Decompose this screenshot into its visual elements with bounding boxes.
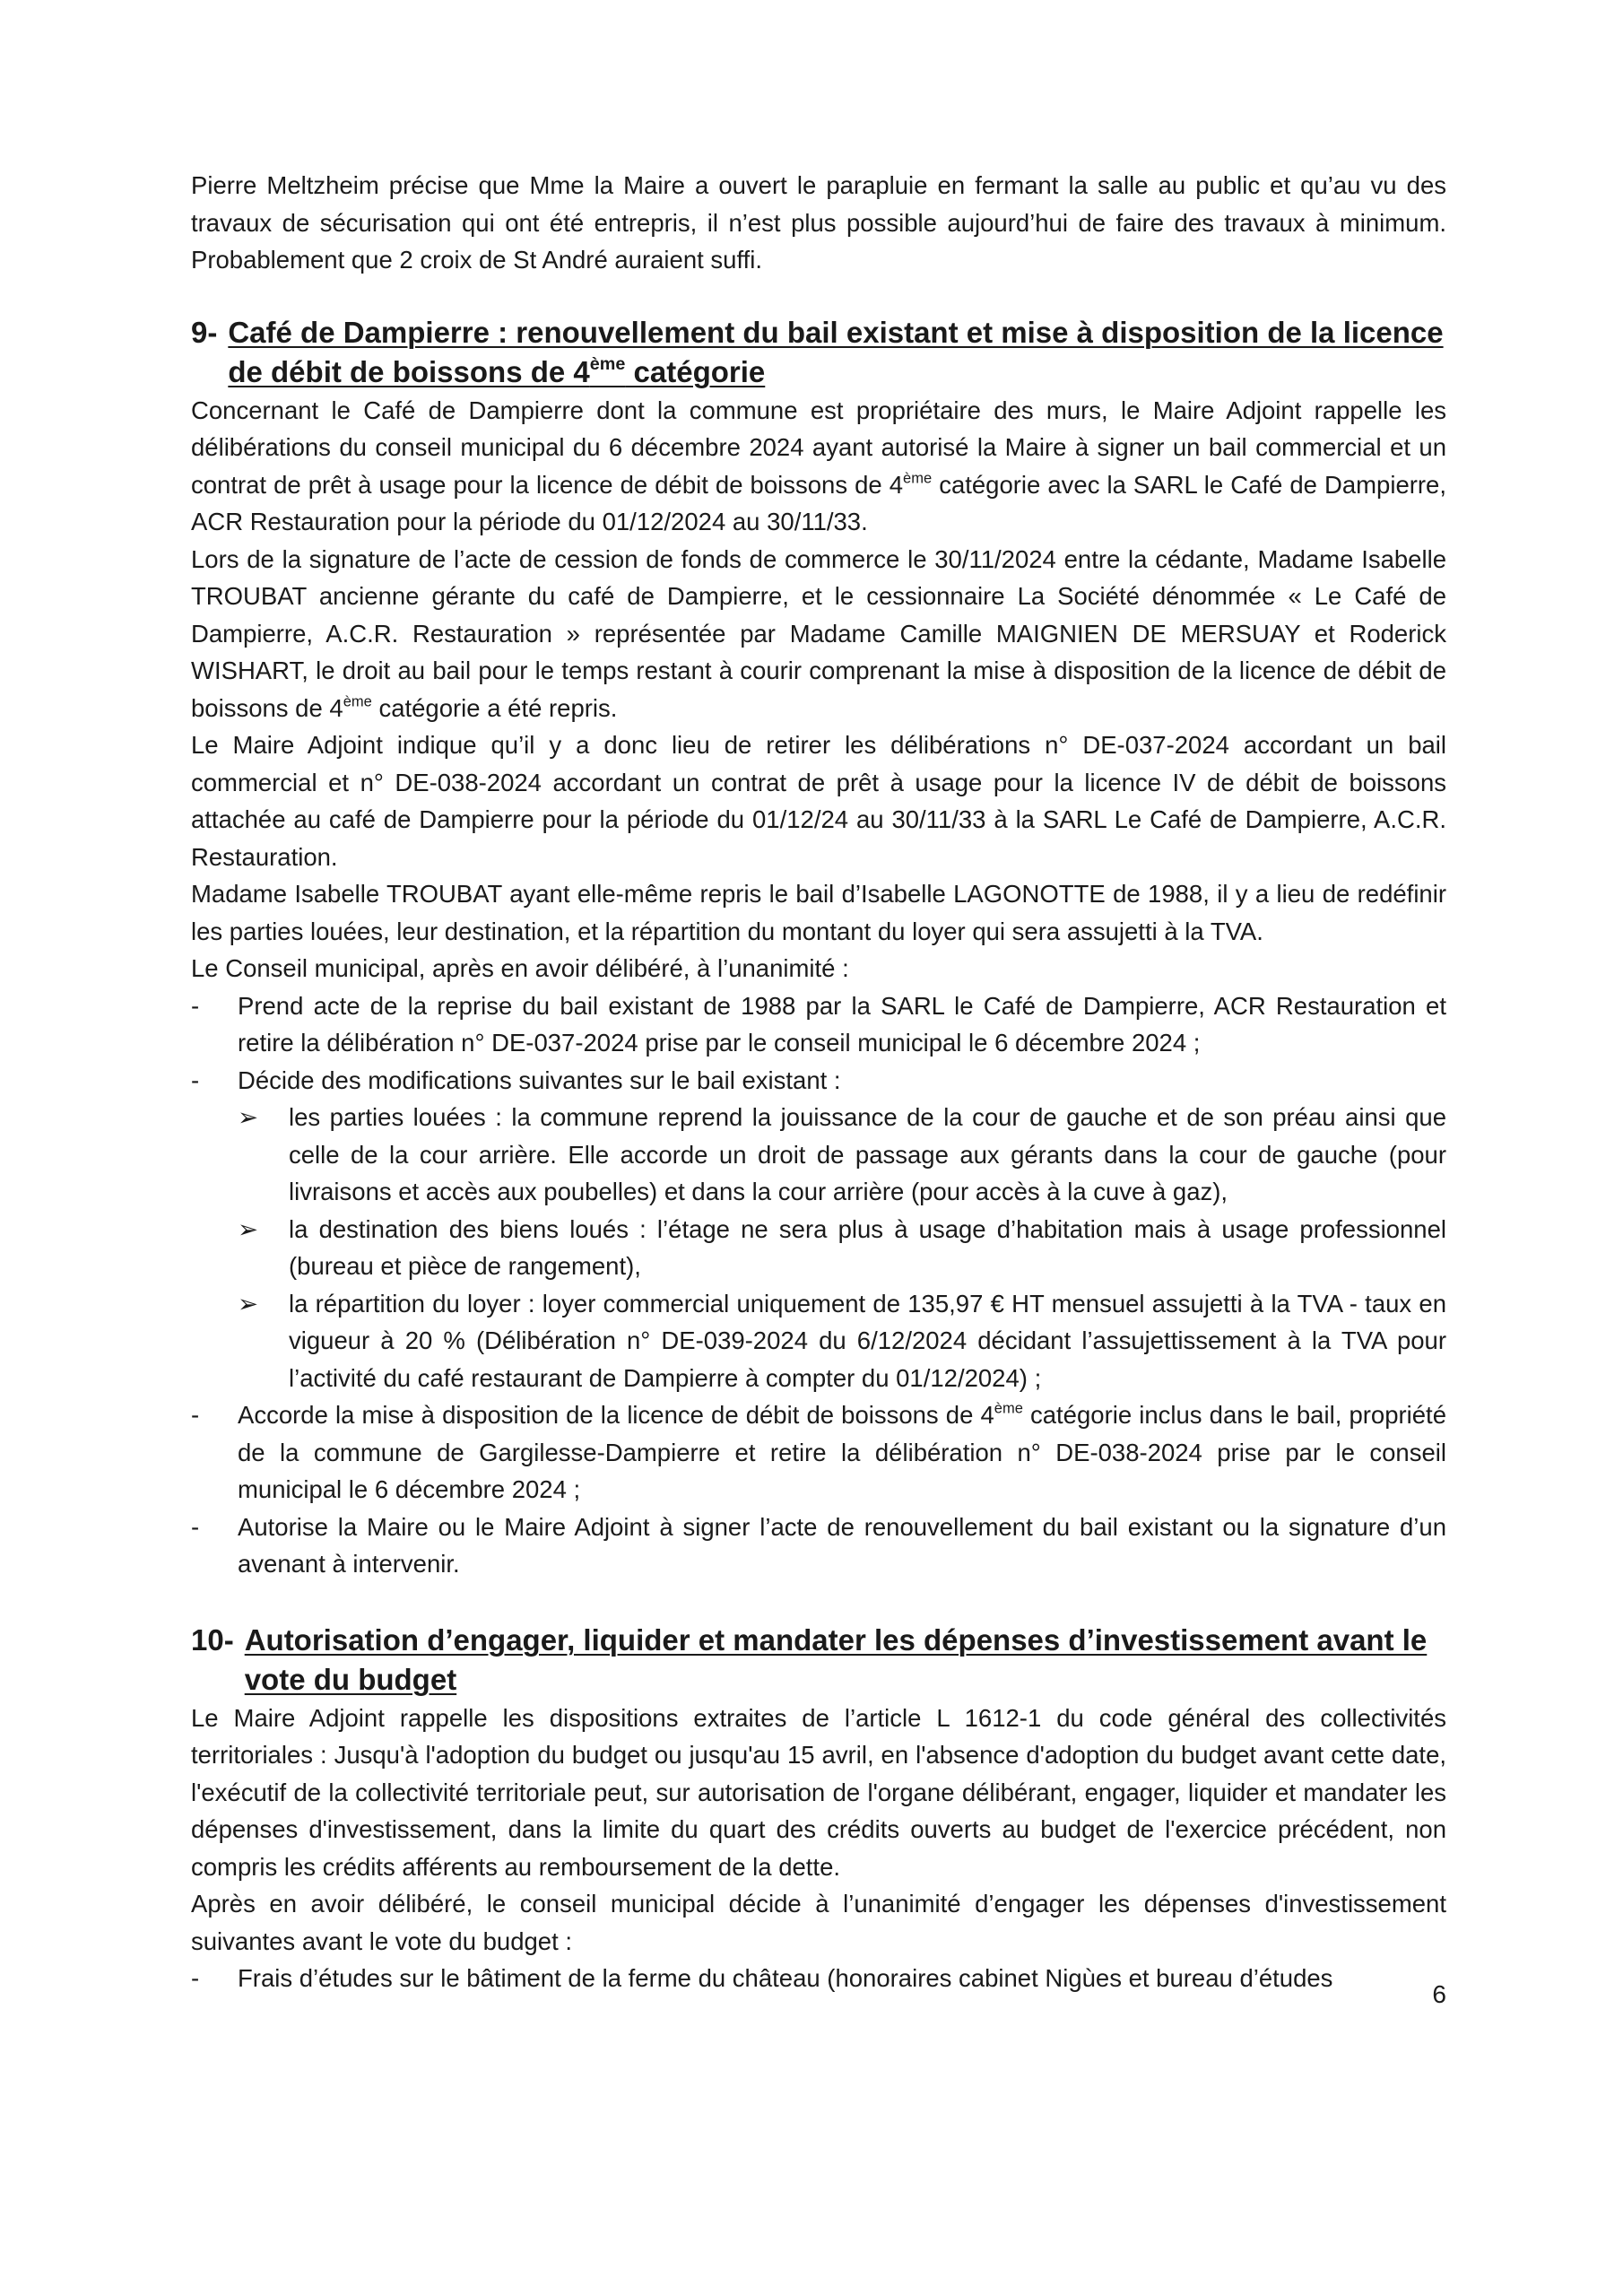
sub-list-item: ➢ les parties louées : la commune reprend la jouissance de la cour de gauche et de son préau ainsi que celle de la cour arrière. Elle accorde un droit de passage aux gérants dans la cour de gauche (pour livraisons et accès aux poubelles) et dans la cour arrière (pour accès à la cuve à gaz), [191, 1099, 1446, 1211]
sub-list-item: ➢ la répartition du loyer : loyer commercial uniquement de 135,97 € HT mensuel assujetti à la TVA - taux en vigueur à 20 % (Délibération n° DE-039-2024 du 6/12/2024 décidant l’assujettissement à la TVA pour l’activité du café restaurant de Dampierre à compter du 01/12/2024) ; [191, 1285, 1446, 1397]
section-10-heading [191, 1621, 1446, 1700]
arrow-bullet-icon: ➢ [238, 1214, 259, 1243]
dash-bullet: - [191, 1512, 200, 1541]
dash-bullet: - [191, 1401, 200, 1429]
list-item: - Prend acte de la reprise du bail existant de 1988 par la SARL le Café de Dampierre, ACR Restauration et retire la délibération n° DE-037-2024 prise par le conseil municipal le 6 décembre 2024 ; [191, 987, 1446, 1062]
section-number: 9- [191, 315, 218, 349]
paragraph: Madame Isabelle TROUBAT ayant elle-même repris le bail d’Isabelle LAGONOTTE de 1988, il y a lieu de redéfinir les parties louées, leur destination, et la répartition du montant du loyer qui sera assujetti à la TVA. [191, 880, 1446, 945]
list-item: - Frais d’études sur le bâtiment de la ferme du château (honoraires cabinet Nigùes et bureau d’études [191, 1960, 1446, 1997]
paragraph: Le Maire Adjoint rappelle les dispositions extraites de l’article L 1612-1 du code général des collectivités territoriales : Jusqu'à l'adoption du budget ou jusqu'au 15 avril, en l'absence d'adoption du budget avant cette date, l'exécutif de la collectivité territoriale peut, sur autorisation de l'organe délibérant, engager, liquider et mandater les dépenses d'investissement, dans la limite du quart des crédits ouverts au budget de l'exercice précédent, non compris les crédits afférents au remboursement de la dette. [191, 1703, 1446, 1881]
dash-bullet: - [191, 991, 200, 1020]
list-item: - Autorise la Maire ou le Maire Adjoint à signer l’acte de renouvellement du bail existant ou la signature d’un avenant à intervenir. [191, 1509, 1446, 1583]
arrow-bullet-icon: ➢ [238, 1289, 259, 1318]
dash-bullet: - [191, 1964, 200, 1992]
paragraph: Lors de la signature de l’acte de cession de fonds de commerce le 30/11/2024 entre la cédante, Madame Isabelle TROUBAT ancienne gérante du café de Dampierre, et le cessionnaire La Société dénommée « Le Café de Dampierre, A.C.R. Restauration » représentée par Madame Camille MAIGNIEN DE MERSUAY et Roderick WISHART, le droit au bail pour le temps restant à courir comprenant la mise à disposition de la licence de débit de boissons de 4ème catégorie a été repris. [191, 544, 1446, 722]
arrow-bullet-icon: ➢ [238, 1103, 259, 1131]
page-content [191, 167, 1446, 1997]
section-title: Café de Dampierre : renouvellement du bail existant et mise à disposition de la licence de débit de boissons de 4ème catégorie [228, 315, 1444, 388]
paragraph: Le Conseil municipal, après en avoir délibéré, à l’unanimité : [191, 954, 849, 982]
list-item: - Accorde la mise à disposition de la licence de débit de boissons de 4ème catégorie inclus dans le bail, propriété de la commune de Gargilesse-Dampierre et retire la délibération n° DE-038-2024 prise par le conseil municipal le 6 décembre 2024 ; [191, 1396, 1446, 1509]
section-title: Autorisation d’engager, liquider et mandater les dépenses d’investissement avant le vote du budget [244, 1622, 1428, 1696]
list-item: - Décide des modifications suivantes sur le bail existant : [191, 1062, 1446, 1100]
section-number: 10- [191, 1622, 234, 1657]
sub-list-item: ➢ la destination des biens loués : l’étage ne sera plus à usage d’habitation mais à usage professionnel (bureau et pièce de rangement), [191, 1211, 1446, 1285]
paragraph: Le Maire Adjoint indique qu’il y a donc lieu de retirer les délibérations n° DE-037-2024 accordant un bail commercial et n° DE-038-2024 accordant un contrat de prêt à usage pour la licence IV de débit de boissons attachée au café de Dampierre pour la période du 01/12/24 au 30/11/33 à la SARL Le Café de Dampierre, A.C.R. Restauration. [191, 731, 1446, 871]
dash-bullet: - [191, 1065, 200, 1094]
intro-paragraph: Pierre Meltzheim précise que Mme la Maire a ouvert le parapluie en fermant la salle au public et qu’au vu des travaux de sécurisation qui ont été entrepris, il n’est plus possible aujourd’hui de faire des travaux à minimum. Probablement que 2 croix de St André auraient suffi. [191, 171, 1446, 274]
page-number: 6 [1432, 1980, 1446, 2008]
section-9-heading [191, 313, 1446, 392]
paragraph: Après en avoir délibéré, le conseil municipal décide à l’unanimité d’engager les dépenses d'investissement suivantes avant le vote du budget : [191, 1890, 1446, 1955]
paragraph: Concernant le Café de Dampierre dont la commune est propriétaire des murs, le Maire Adjoint rappelle les délibérations du conseil municipal du 6 décembre 2024 ayant autorisé la Maire à signer un bail commercial et un contrat de prêt à usage pour la licence de débit de boissons de 4ème catégorie avec la SARL le Café de Dampierre, ACR Restauration pour la période du 01/12/2024 au 30/11/33. [191, 396, 1446, 535]
